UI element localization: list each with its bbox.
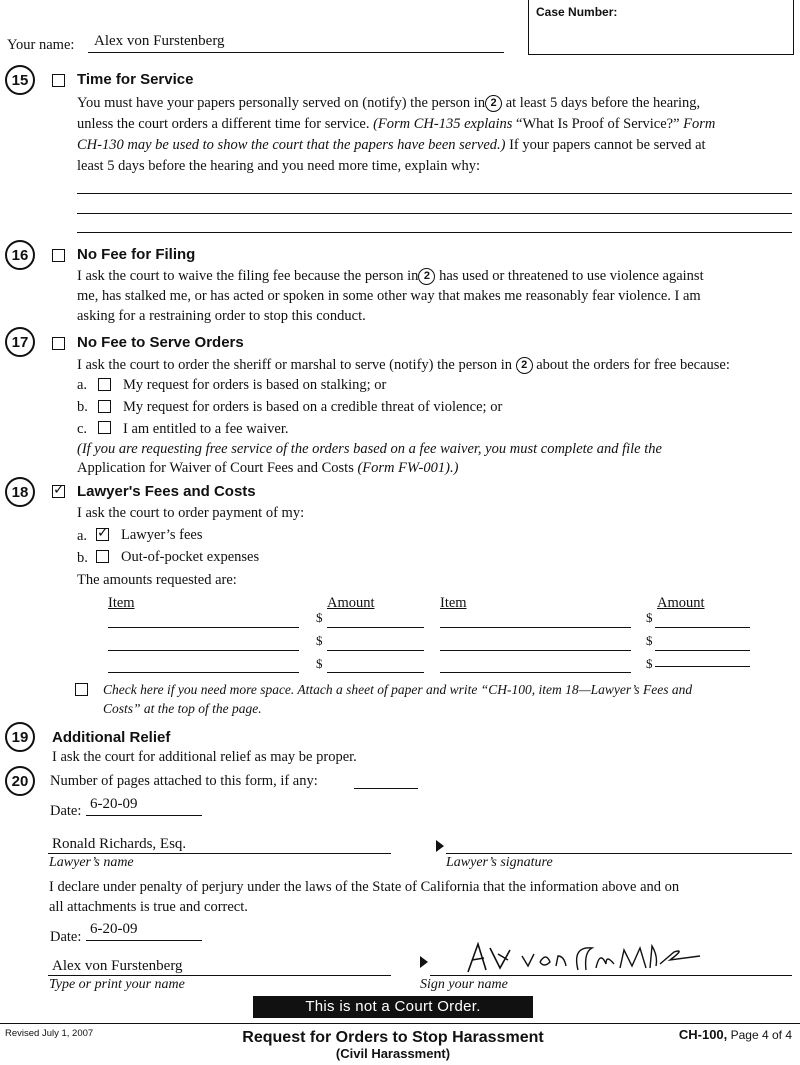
sign-name-label: Sign your name <box>420 977 508 992</box>
s17-opt-a-label: a. <box>77 377 88 393</box>
dollar-sign: $ <box>646 610 653 625</box>
s17-line1 <box>77 355 799 376</box>
section-17-title: No Fee to Serve Orders <box>77 334 244 351</box>
more-space-checkbox[interactable] <box>75 683 88 696</box>
s17-line1-b: about the orders for free because: <box>532 357 730 373</box>
amount-field[interactable] <box>655 650 750 651</box>
s19-line1: I ask the court for additional relief as may be proper. <box>52 749 357 765</box>
section-number-18: 18 <box>5 477 35 507</box>
s15-line1 <box>77 93 792 114</box>
s15-text-b: at least 5 days before the hearing, <box>502 95 701 111</box>
section-number-15: 15 <box>5 65 35 95</box>
s15-line3-b: If your papers cannot be served at <box>505 137 706 153</box>
s17-note-line2 <box>77 458 458 479</box>
s17-line1-a: I ask the court to order the sheriff or marshal to serve (notify) the person in <box>77 357 516 373</box>
section-15-checkbox[interactable] <box>52 74 65 87</box>
amount-field[interactable] <box>327 650 424 651</box>
s15-line2-i2: Form <box>683 116 716 132</box>
section-15-text <box>77 93 792 177</box>
dollar-sign: $ <box>646 656 653 671</box>
revised-date: Revised July 1, 2007 <box>5 1028 94 1039</box>
s17-opt-b-text: My request for orders is based on a credible threat of violence; or <box>123 399 503 415</box>
signer-name-value[interactable]: Alex von Furstenberg <box>52 958 183 974</box>
item-field[interactable] <box>108 627 299 628</box>
amount-field[interactable] <box>655 627 750 628</box>
page-number <box>679 1027 792 1042</box>
footer-rule <box>0 1023 800 1024</box>
dollar-sign: $ <box>316 633 323 648</box>
lawyer-name-underline <box>48 853 391 854</box>
lawyer-signature-label: Lawyer’s signature <box>446 855 553 870</box>
more-space-line2: Costs” at the top of the page. <box>103 701 262 716</box>
s15-text-a: You must have your papers personally served on (notify) the person in <box>77 95 486 111</box>
form-title: Request for Orders to Stop Harassment <box>242 1029 544 1046</box>
date-underline-2 <box>86 940 202 941</box>
section-18-checkbox[interactable] <box>52 485 65 498</box>
dollar-sign: $ <box>316 610 323 625</box>
dollar-sign: $ <box>646 633 653 648</box>
amount-field[interactable] <box>327 627 424 628</box>
date-value-2[interactable]: 6-20-09 <box>90 921 138 937</box>
pages-attached-label: Number of pages attached to this form, if any: <box>50 773 318 789</box>
not-court-order-banner: This is not a Court Order. <box>253 996 533 1018</box>
lawyer-signature-field[interactable] <box>446 853 792 854</box>
item-field[interactable] <box>440 650 631 651</box>
s15-explain-line-2[interactable] <box>77 213 792 214</box>
case-number-box[interactable] <box>528 0 794 55</box>
arrow-icon <box>436 840 444 852</box>
item-field[interactable] <box>440 627 631 628</box>
date-value-1[interactable]: 6-20-09 <box>90 796 138 812</box>
party-2-ref: 2 <box>516 357 533 374</box>
date-label-1: Date: <box>50 803 82 819</box>
s17-opt-b-checkbox[interactable] <box>98 400 111 413</box>
col-item-left: Item <box>108 595 135 611</box>
signature-field[interactable] <box>430 975 792 976</box>
item-field[interactable] <box>108 672 299 673</box>
s18-opt-b-label: b. <box>77 550 88 566</box>
s15-explain-line-3[interactable] <box>77 232 792 233</box>
s15-line2-a: unless the court orders a different time for service. <box>77 116 374 132</box>
col-item-right: Item <box>440 595 467 611</box>
s15-line4: least 5 days before the hearing and you need more time, explain why: <box>77 158 481 174</box>
section-19-title: Additional Relief <box>52 729 171 746</box>
declaration-line2: all attachments is true and correct. <box>49 899 248 915</box>
your-name-value[interactable]: Alex von Furstenberg <box>94 33 225 49</box>
date-label-2: Date: <box>50 929 82 945</box>
handwritten-signature[interactable] <box>460 938 710 978</box>
s16-line3: asking for a restraining order to stop this conduct. <box>77 308 366 324</box>
s17-opt-a-checkbox[interactable] <box>98 378 111 391</box>
case-number-label: Case Number: <box>536 5 618 19</box>
section-number-20: 20 <box>5 766 35 796</box>
form-id: CH-100, <box>678 1027 728 1042</box>
dollar-sign: $ <box>316 656 323 671</box>
s18-opt-a-checkbox[interactable] <box>96 528 109 541</box>
section-16-text <box>77 266 792 326</box>
item-field[interactable] <box>440 672 631 673</box>
s16-line1-b: has used or threatened to use violence against <box>435 268 704 284</box>
declaration-line1: I declare under penalty of perjury under the laws of the State of California that the information above and on <box>49 879 680 895</box>
party-2-ref: 2 <box>418 268 435 285</box>
s18-line1: I ask the court to order payment of my: <box>77 505 305 521</box>
page-count: Page 4 of 4 <box>727 1028 792 1042</box>
section-number-16: 16 <box>5 240 35 270</box>
section-16-checkbox[interactable] <box>52 249 65 262</box>
s18-opt-a-text: Lawyer’s fees <box>121 527 203 543</box>
s18-opt-b-checkbox[interactable] <box>96 550 109 563</box>
s15-explain-line-1[interactable] <box>77 193 792 194</box>
pages-attached-field[interactable] <box>354 788 418 789</box>
s15-line2-i: (Form CH-135 explains <box>373 116 517 132</box>
col-amount-left: Amount <box>327 595 375 611</box>
s16-line1-a: I ask the court to waive the filing fee because the person in <box>77 268 419 284</box>
party-2-ref: 2 <box>485 95 502 112</box>
more-space-line1: Check here if you need more space. Attach a sheet of paper and write “CH-100, item 18—Lawyer’s Fees and <box>103 682 693 697</box>
s18-amounts-label: The amounts requested are: <box>77 572 237 588</box>
lawyer-name-label: Lawyer’s name <box>49 855 134 870</box>
amount-field[interactable] <box>327 672 424 673</box>
s17-note-i2: (Form FW-001).) <box>357 460 459 476</box>
s18-opt-a-label: a. <box>77 528 88 544</box>
s17-opt-c-text: I am entitled to a fee waiver. <box>123 421 289 437</box>
type-name-label: Type or print your name <box>49 977 185 992</box>
s17-opt-c-label: c. <box>77 421 88 437</box>
section-number-17: 17 <box>5 327 35 357</box>
s15-line2-b: “What Is Proof of Service?” <box>516 116 684 132</box>
section-18-title: Lawyer's Fees and Costs <box>77 483 256 500</box>
s17-opt-a-text: My request for orders is based on stalking; or <box>123 377 387 393</box>
signer-name-underline <box>48 975 391 976</box>
item-field[interactable] <box>108 650 299 651</box>
s17-note-line1: (If you are requesting free service of the orders based on a fee waiver, you must complete and file the <box>77 441 662 457</box>
s17-opt-c-checkbox[interactable] <box>98 421 111 434</box>
s15-line3-i: CH-130 may be used to show the court that the papers have been served.) <box>77 137 506 153</box>
col-amount-right: Amount <box>657 595 705 611</box>
s16-line1 <box>77 266 792 286</box>
s16-line2: me, has stalked me, or has acted or spoken in some other way that makes me reasonably fear violence. I am <box>77 288 701 304</box>
section-16-title: No Fee for Filing <box>77 246 196 263</box>
your-name-label: Your name: <box>7 37 75 53</box>
s15-line2 <box>77 114 792 135</box>
s17-note-b: Application for Waiver of Court Fees and Costs <box>77 460 358 476</box>
amount-field[interactable] <box>655 666 750 667</box>
date-underline-1 <box>86 815 202 816</box>
s15-line3 <box>77 135 792 156</box>
section-number-19: 19 <box>5 722 35 752</box>
section-15-title: Time for Service <box>77 71 194 88</box>
form-subtitle: (Civil Harassment) <box>335 1046 451 1061</box>
s18-opt-b-text: Out-of-pocket expenses <box>121 549 260 565</box>
lawyer-name-value[interactable]: Ronald Richards, Esq. <box>52 836 187 852</box>
your-name-underline <box>88 52 504 53</box>
section-17-checkbox[interactable] <box>52 337 65 350</box>
s17-opt-b-label: b. <box>77 399 88 415</box>
arrow-icon <box>420 956 428 968</box>
